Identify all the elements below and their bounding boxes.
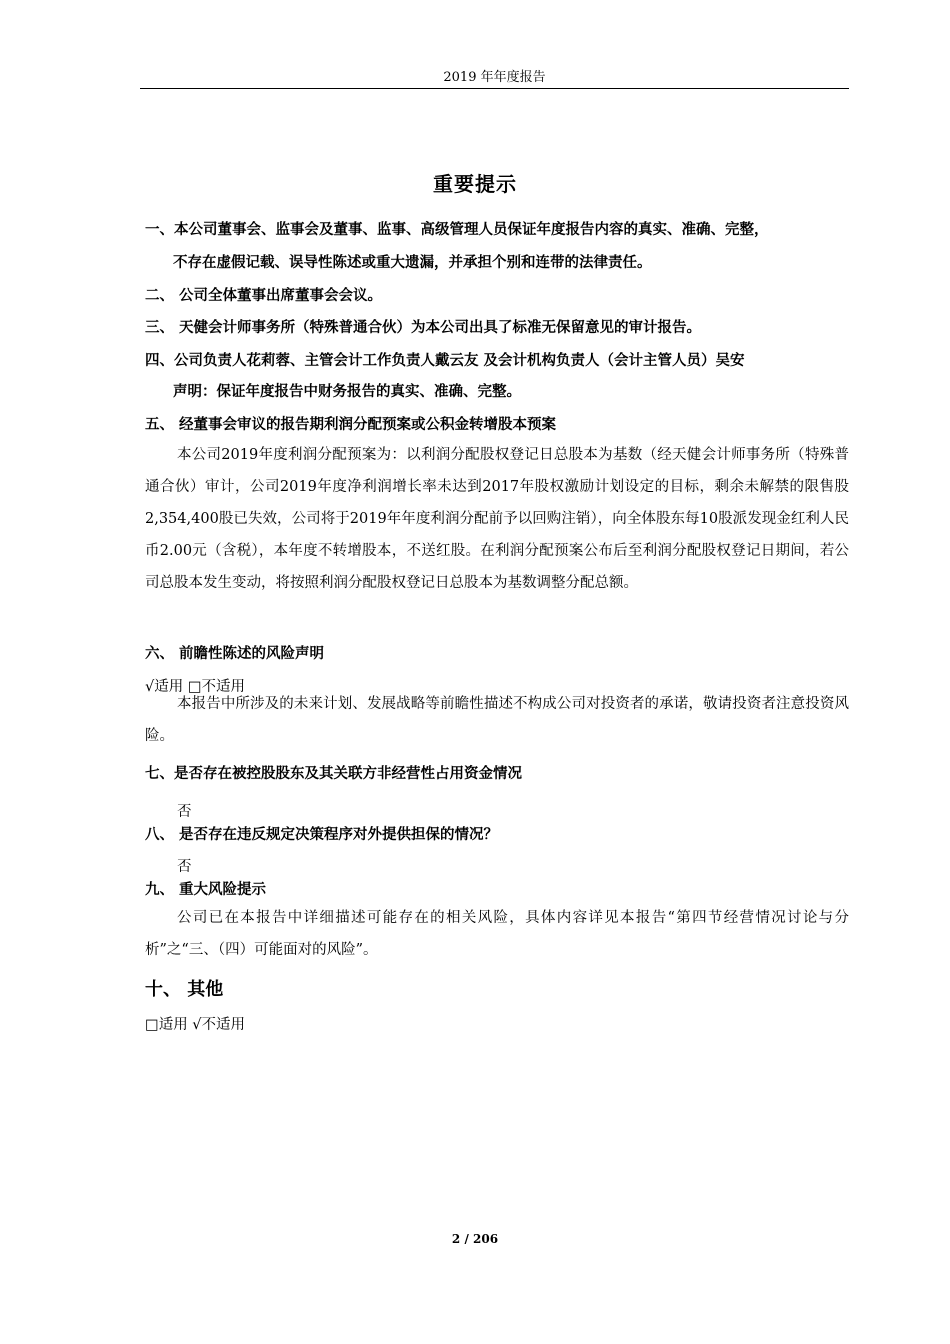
item-nine-heading: 九、 重大风险提示: [145, 881, 267, 898]
page-number: 2 / 206: [451, 1232, 499, 1246]
header-rule: [140, 88, 849, 89]
item-five-heading: 五、 经董事会审议的报告期利润分配预案或公积金转增股本预案: [145, 416, 557, 433]
item-six-body: 本报告中所涉及的未来计划、发展战略等前瞻性描述不构成公司对投资者的承诺，敬请投资者注意投资风险。: [145, 696, 849, 744]
item-three: 三、 天健会计师事务所（特殊普通合伙）为本公司出具了标准无保留意见的审计报告。: [145, 319, 702, 336]
item-ten-applicability: □适用 √不适用: [145, 1017, 246, 1033]
item-four-line1: 四、公司负责人花莉蓉、主管会计工作负责人戴云友 及会计机构负责人（会计主管人员）吴安: [145, 352, 745, 369]
item-six-heading: 六、 前瞻性陈述的风险声明: [145, 645, 325, 662]
page-title: 重要提示: [433, 172, 517, 196]
report-header: 2019 年年度报告: [443, 70, 546, 85]
item-seven-heading: 七、是否存在被控股股东及其关联方非经营性占用资金情况: [145, 765, 522, 782]
item-four-line2: 声明：保证年度报告中财务报告的真实、准确、完整。: [173, 383, 521, 400]
item-eight-heading: 八、 是否存在违反规定决策程序对外提供担保的情况？: [145, 826, 499, 843]
item-two: 二、 公司全体董事出席董事会会议。: [145, 287, 383, 304]
item-ten-heading: 十、 其他: [145, 979, 224, 1000]
item-six-applicability: √适用 □不适用: [145, 679, 246, 695]
item-one-line2: 不存在虚假记载、误导性陈述或重大遗漏，并承担个别和连带的法律责任。: [173, 254, 652, 271]
item-five-body: 本公司2019年度利润分配预案为：以利润分配股权登记日总股本为基数（经天健会计师事务所（特殊普通合伙）审计，公司2019年度净利润增长率未达到2017年股权激励计划设定的目标，剩余未解禁的限售股2,354,400股已失效，公司将于2019年年度利润分配前予以回购注销），向全体股东每10股派发现金红利人民币2.00元（含税），本年度不转增股本，不送红股。在利润分配预案公布后至利润分配股权登记日期间，若公司总股本发生变动，将按照利润分配股权登记日总股本为基数调整分配总额。: [145, 447, 849, 591]
item-seven-answer: 否: [177, 804, 192, 820]
item-one-line1: 一、本公司董事会、监事会及董事、监事、高级管理人员保证年度报告内容的真实、准确、完整，: [145, 221, 769, 238]
item-nine-body: 公司已在本报告中详细描述可能存在的相关风险，具体内容详见本报告“第四节经营情况讨论与分析”之“三、（四）可能面对的风险”。: [145, 910, 849, 958]
item-eight-answer: 否: [177, 859, 192, 875]
